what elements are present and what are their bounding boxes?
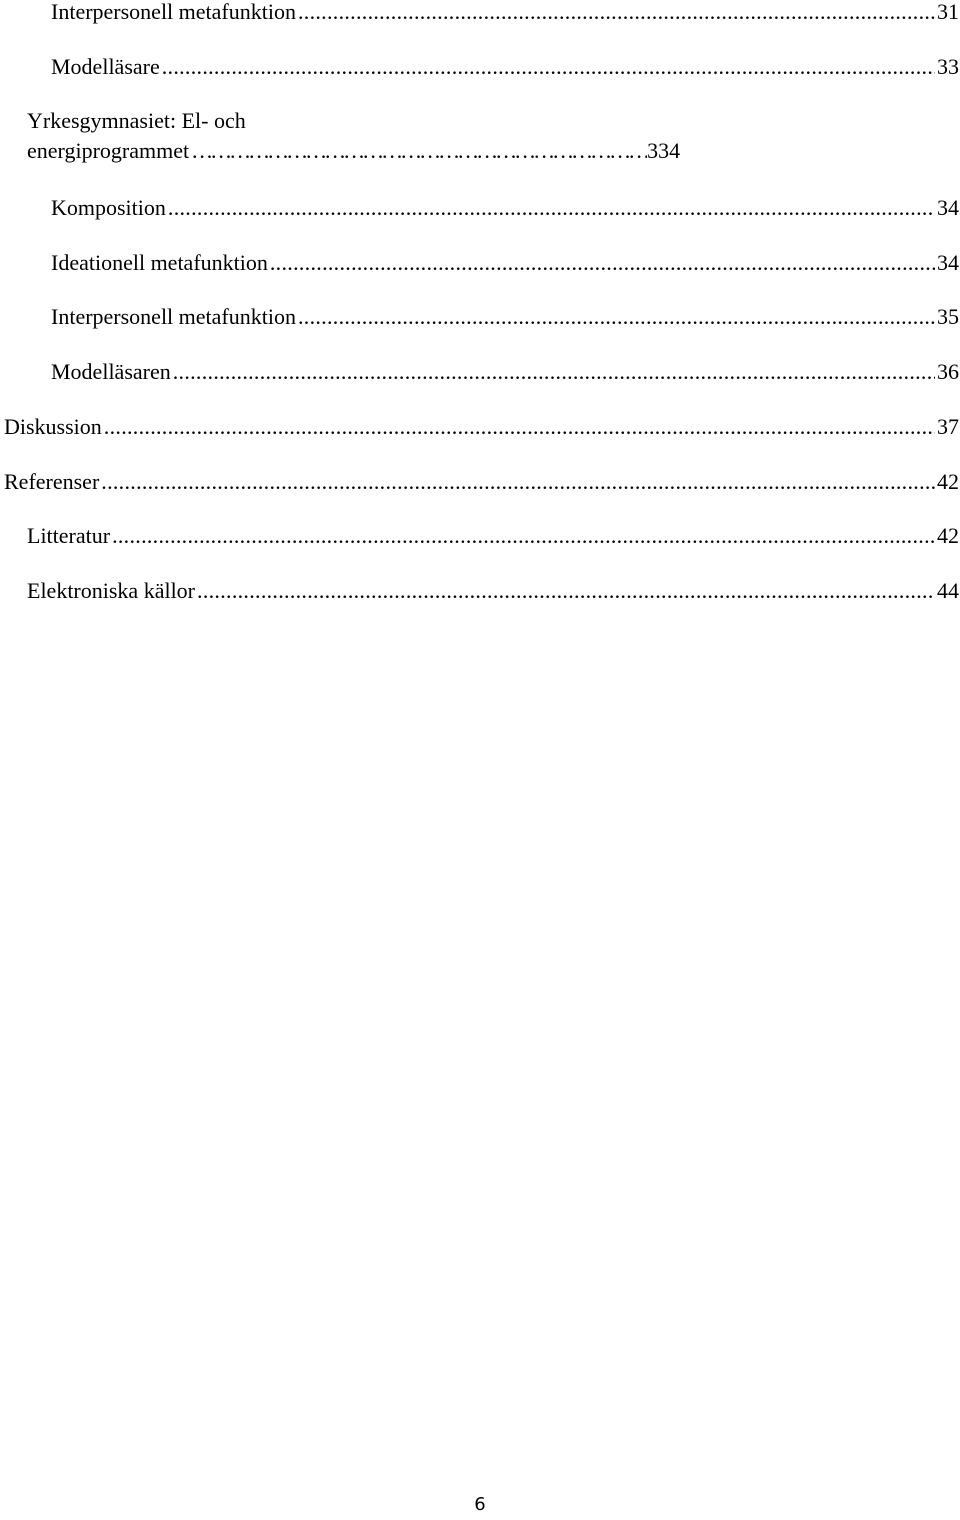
toc-entry-title: Diskussion bbox=[4, 414, 102, 439]
toc-entry-title: Interpersonell metafunktion bbox=[51, 0, 296, 24]
toc-entry-wrapped[interactable] bbox=[27, 106, 680, 166]
toc-entry-page: 34 bbox=[937, 195, 959, 220]
toc-entry[interactable] bbox=[51, 248, 960, 278]
toc-dot-leader bbox=[173, 357, 935, 387]
toc-entry[interactable] bbox=[4, 467, 960, 497]
toc-entry-title: Referenser bbox=[4, 469, 100, 494]
toc-dot-leader bbox=[112, 521, 935, 551]
toc-entry-page: 33 bbox=[937, 54, 959, 79]
toc-dot-leader bbox=[197, 576, 935, 606]
toc-entry-title: Modelläsaren bbox=[51, 359, 171, 384]
toc-entry[interactable] bbox=[51, 302, 960, 332]
toc-entry-page: 31 bbox=[937, 0, 959, 24]
toc-entry-page: 334 bbox=[647, 138, 681, 163]
toc-entry[interactable] bbox=[51, 193, 960, 223]
toc-entry-title: Komposition bbox=[51, 195, 166, 220]
toc-entry-page: 42 bbox=[937, 523, 959, 548]
toc-entry-page: 36 bbox=[937, 359, 959, 384]
toc-dot-leader bbox=[270, 248, 935, 278]
toc-dot-leader bbox=[101, 467, 935, 497]
toc-entry-title: Elektroniska källor bbox=[27, 578, 196, 603]
toc-dot-leader bbox=[104, 412, 935, 442]
toc-entry-title: Ideationell metafunktion bbox=[51, 250, 268, 275]
toc-entry-page: 34 bbox=[937, 250, 959, 275]
toc-dot-leader bbox=[298, 302, 935, 332]
toc-dot-leader bbox=[168, 193, 935, 223]
toc-entry-title: Interpersonell metafunktion bbox=[51, 304, 296, 329]
toc-dot-leader bbox=[191, 136, 647, 166]
toc-entry-title: Litteratur bbox=[27, 523, 111, 548]
toc-entry-page: 37 bbox=[937, 414, 959, 439]
toc-entry[interactable] bbox=[51, 357, 960, 387]
toc-entry-page: 42 bbox=[937, 469, 959, 494]
page-number: 6 bbox=[474, 1494, 486, 1515]
toc-entry[interactable] bbox=[51, 0, 960, 27]
toc-entry-title-line1: Yrkesgymnasiet: El- och bbox=[27, 108, 246, 133]
toc-entry[interactable] bbox=[27, 576, 960, 606]
toc-entry-page: 35 bbox=[937, 304, 959, 329]
toc-entry[interactable] bbox=[27, 521, 960, 551]
toc-entry[interactable] bbox=[4, 412, 960, 442]
toc-dot-leader bbox=[162, 52, 935, 82]
toc-entry-title: Modelläsare bbox=[51, 54, 160, 79]
toc-entry-page: 44 bbox=[937, 578, 959, 603]
toc-entry[interactable] bbox=[51, 52, 960, 82]
toc-dot-leader bbox=[298, 0, 935, 27]
toc-entry-title-line2: energiprogrammet bbox=[27, 138, 190, 163]
